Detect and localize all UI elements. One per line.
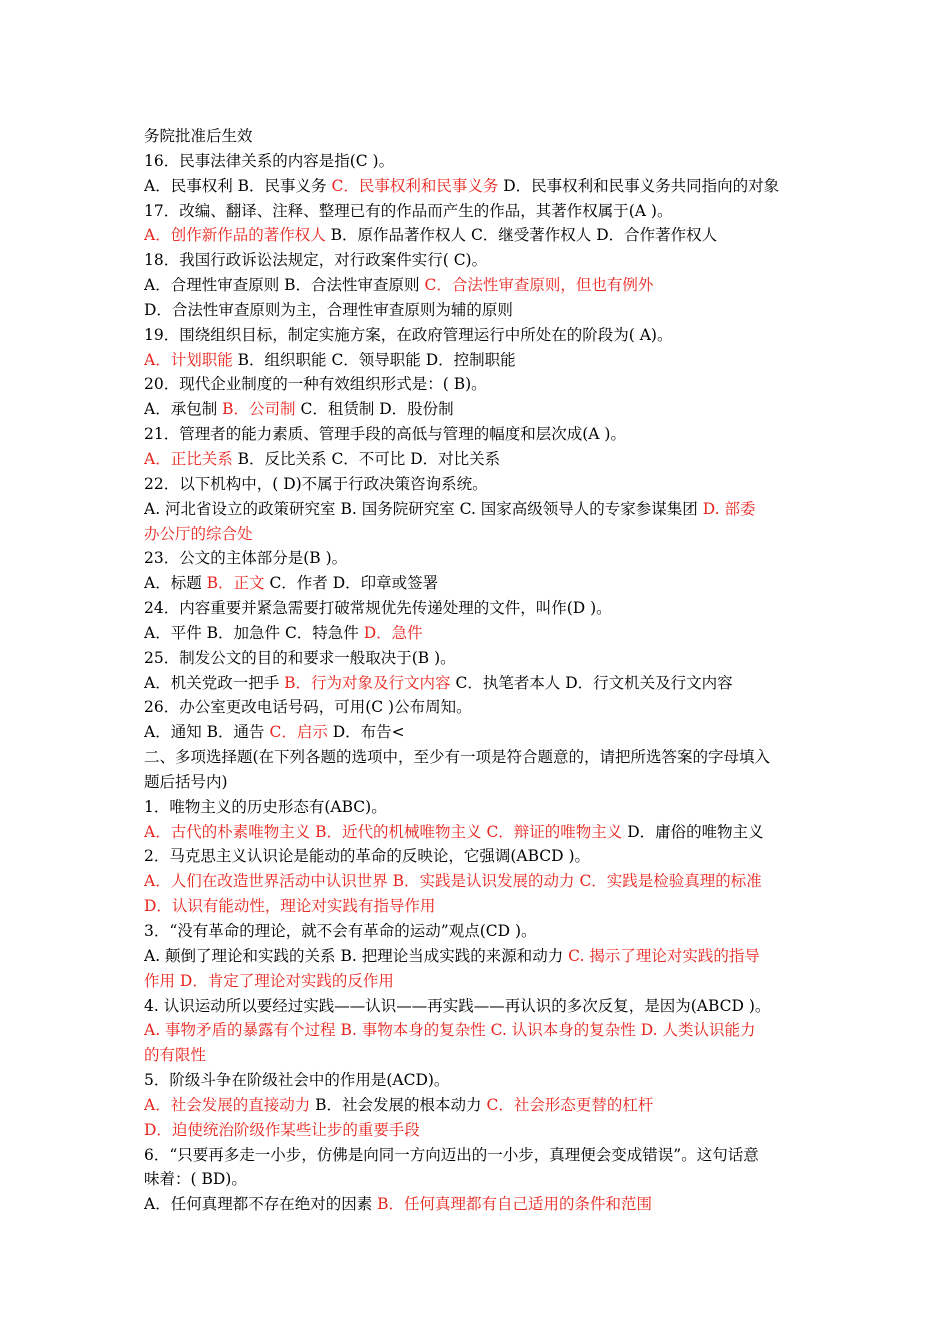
text-line: [144, 844, 810, 869]
question-text: 20．现代企业制度的一种有效组织形式是：( B)。: [144, 375, 487, 394]
question-text: 24．内容重要并紧急需要打破常规优先传递处理的文件，叫作(D )。: [144, 599, 612, 618]
question-text: 17．改编、翻译、注释、整理已有的作品而产生的作品，其著作权属于(A )。: [144, 201, 673, 220]
answer-text: A．社会发展的直接动力: [144, 1095, 311, 1114]
text-line: [144, 298, 810, 323]
answer-text: C．民事权利和民事义务: [331, 176, 499, 195]
question-text: A．承包制: [144, 400, 223, 419]
text-line: [144, 795, 810, 820]
text-line: [144, 422, 810, 447]
answer-text: 办公厅的综合处: [144, 524, 253, 543]
question-text: C．执笔者本人 D．行文机关及行文内容: [450, 673, 733, 692]
text-line: [144, 1018, 810, 1043]
text-line: [144, 149, 810, 174]
answer-text: A．人们在改造世界活动中认识世界 B．实践是认识发展的动力 C．实践是检验真理的标准: [144, 872, 762, 891]
question-text: 6．“只要再多走一小步，仿佛是向同一方向迈出的一小步，真理便会变成错误”。这句话意: [144, 1145, 759, 1164]
question-text: A．标题: [144, 574, 207, 593]
text-line: [144, 720, 810, 745]
answer-text: C．社会形态更替的杠杆: [486, 1095, 654, 1114]
answer-text: B．行为对象及行文内容: [284, 673, 451, 692]
question-text: 二、多项选择题(在下列各题的选项中，至少有一项是符合题意的，请把所选答案的字母填入: [144, 748, 771, 767]
question-text: A．通知 B．通告: [144, 723, 270, 742]
question-text: 3．“没有革命的理论，就不会有革命的运动”观点(CD )。: [144, 922, 537, 940]
question-text: 23．公文的主体部分是(B )。: [144, 549, 348, 568]
text-line: [144, 546, 810, 571]
text-line: [144, 273, 810, 298]
text-line: [144, 1192, 810, 1217]
question-text: 22．以下机构中，( D)不属于行政决策咨询系统。: [144, 474, 488, 493]
text-line: [144, 124, 810, 149]
text-line: [144, 1093, 810, 1118]
text-line: [144, 248, 810, 273]
text-line: [144, 522, 810, 547]
text-line: [144, 745, 810, 770]
text-line: [144, 994, 810, 1019]
answer-text: A．古代的朴素唯物主义 B．近代的机械唯物主义 C．辩证的唯物主义: [144, 822, 623, 841]
text-line: [144, 894, 810, 919]
question-text: 2．马克思主义认识论是能动的革命的反映论，它强调(ABCD )。: [144, 847, 591, 866]
text-line: [144, 820, 810, 845]
text-line: [144, 646, 810, 671]
text-line: [144, 497, 810, 522]
question-text: D．合法性审查原则为主，合理性审查原则为辅的原则: [144, 300, 513, 319]
question-text: A．任何真理都不存在绝对的因素: [144, 1195, 378, 1214]
text-line: [144, 397, 810, 422]
text-line: [144, 1167, 810, 1192]
question-text: D．庸俗的唯物主义: [622, 822, 764, 841]
question-text: D．布告<: [327, 723, 405, 742]
question-text: 18．我国行政诉讼法规定，对行政案件实行( C)。: [144, 251, 488, 270]
text-line: [144, 944, 810, 969]
question-text: A．民事权利 B．民事义务: [144, 176, 332, 195]
answer-text: D．迫使统治阶级作某些让步的重要手段: [144, 1120, 420, 1139]
text-line: [144, 372, 810, 397]
question-text: 味着：( BD)。: [144, 1170, 247, 1189]
question-text: 25．制发公文的目的和要求一般取决于(B )。: [144, 648, 456, 667]
question-text: 26．办公室更改电话号码，可用(C )公布周知。: [144, 698, 472, 717]
text-line: [144, 621, 810, 646]
question-text: A．合理性审查原则 B．合法性审查原则: [144, 276, 425, 295]
answer-text: B．正文: [206, 574, 265, 593]
question-text: A．平件 B．加急件 C．特急件: [144, 623, 364, 642]
text-line: [144, 1068, 810, 1093]
question-text: B．社会发展的根本动力: [310, 1095, 487, 1114]
text-line: [144, 695, 810, 720]
answer-text: A．创作新作品的著作权人: [144, 226, 326, 245]
text-line: [144, 348, 810, 373]
answer-text: B．公司制: [222, 400, 296, 419]
text-line: [144, 671, 810, 696]
text-line: [144, 1118, 810, 1143]
answer-text: A．计划职能: [144, 350, 233, 369]
answer-text: D. 部委: [702, 499, 756, 518]
question-text: 务院批准后生效: [144, 127, 253, 145]
text-line: [144, 472, 810, 497]
text-line: [144, 869, 810, 894]
question-text: A．机关党政一把手: [144, 673, 285, 692]
answer-text: C. 揭示了理论对实践的指导: [568, 946, 760, 965]
text-line: [144, 174, 810, 199]
answer-text: B．任何真理都有自己适用的条件和范围: [377, 1195, 653, 1214]
question-text: 1．唯物主义的历史形态有(ABC)。: [144, 797, 387, 816]
question-text: B．原作品著作权人 C．继受著作权人 D．合作著作权人: [325, 226, 718, 245]
answer-text: 作用 D．肯定了理论对实践的反作用: [144, 971, 394, 990]
text-line: [144, 919, 810, 944]
question-text: 19．围绕组织目标，制定实施方案，在政府管理运行中所处在的阶段为( A)。: [144, 325, 673, 344]
answer-text: A. 事物矛盾的暴露有个过程 B. 事物本身的复杂性 C. 认识本身的复杂性 D. 人类认识能力: [144, 1021, 756, 1040]
text-line: [144, 323, 810, 348]
text-line: [144, 223, 810, 248]
question-text: C．作者 D．印章或签署: [264, 574, 439, 593]
text-line: [144, 1143, 810, 1168]
question-text: A. 河北省设立的政策研究室 B. 国务院研究室 C. 国家高级领导人的专家参谋集团: [144, 499, 703, 518]
text-line: [144, 1043, 810, 1068]
answer-text: D．认识有能动性，理论对实践有指导作用: [144, 897, 436, 916]
question-text: D．民事权利和民事义务共同指向的对象: [498, 176, 780, 195]
answer-text: D．急件: [363, 623, 423, 642]
question-text: 5．阶级斗争在阶级社会中的作用是(ACD)。: [144, 1071, 450, 1090]
answer-text: C．合法性审查原则，但也有例外: [424, 276, 654, 295]
text-line: [144, 969, 810, 994]
question-text: B．组织职能 C．领导职能 D．控制职能: [232, 350, 516, 369]
text-line: [144, 571, 810, 596]
question-text: 16．民事法律关系的内容是指(C )。: [144, 151, 395, 170]
answer-text: 的有限性: [144, 1046, 207, 1065]
question-text: 21．管理者的能力素质、管理手段的高低与管理的幅度和层次成(A )。: [144, 425, 626, 444]
answer-text: C．启示: [269, 723, 328, 742]
answer-text: A．正比关系: [144, 449, 233, 468]
question-text: 4. 认识运动所以要经过实践——认识——再实践——再认识的多次反复，是因为(ABCD )。: [144, 996, 771, 1015]
text-line: [144, 199, 810, 224]
question-text: C．租赁制 D．股份制: [295, 400, 454, 419]
question-text: A. 颠倒了理论和实践的关系 B. 把理论当成实践的来源和动力: [144, 946, 569, 965]
document-body: [144, 124, 810, 1217]
text-line: [144, 770, 810, 795]
text-line: [144, 596, 810, 621]
question-text: 题后括号内): [144, 772, 228, 791]
question-text: B．反比关系 C．不可比 D．对比关系: [232, 449, 501, 468]
text-line: [144, 447, 810, 472]
